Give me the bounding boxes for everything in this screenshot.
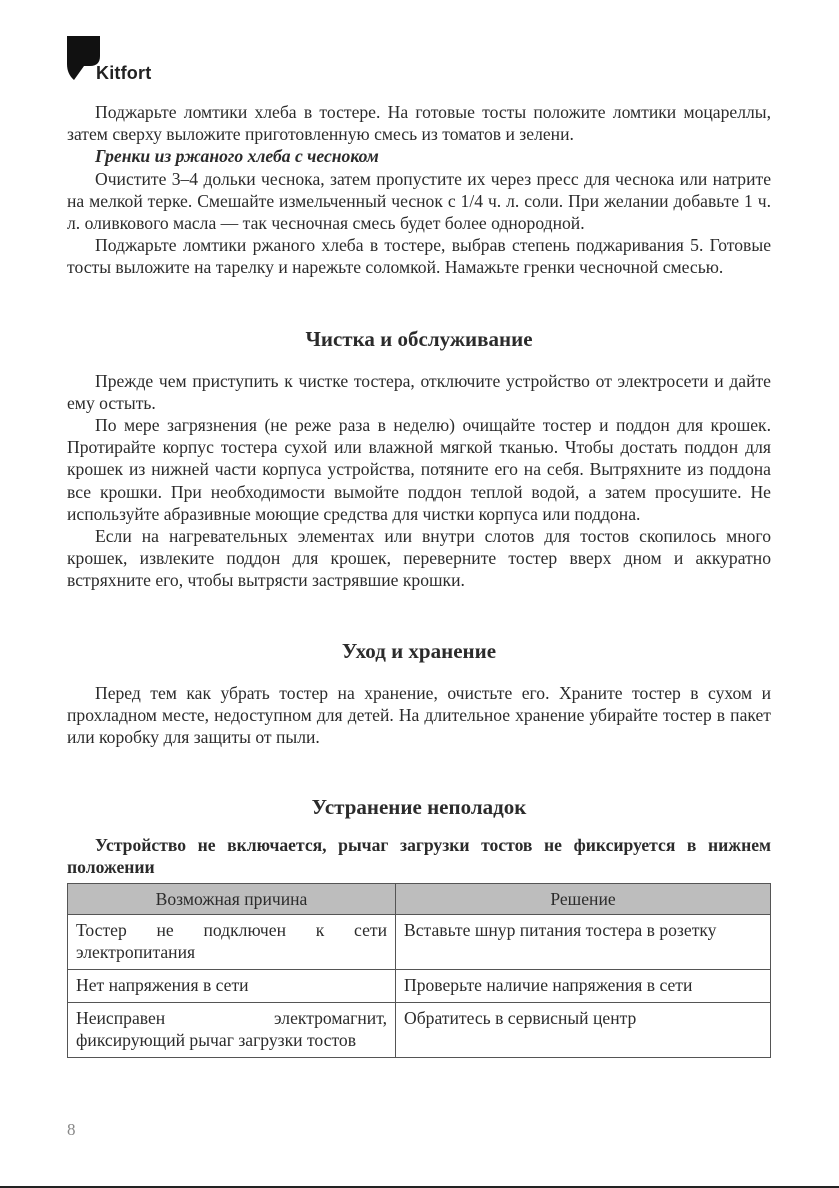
section-title-storage: Уход и хранение	[341, 638, 497, 663]
cause-cell: Нет напряжения в сети	[68, 969, 396, 1002]
cleaning-paragraph-1: Прежде чем приступить к чистке тостера, отключите устройство от электросети и дайте ему остыть.	[67, 370, 771, 413]
storage-paragraph-1: Перед тем как убрать тостер на хранение, очистьте его. Храните тостер в сухом и прохладном месте, недоступном для детей. На длительное хранение убирайте тостер в пакет или коробку для защиты от пыли.	[67, 682, 771, 748]
brand-name: Kitfort	[96, 63, 152, 83]
solution-cell: Проверьте наличие напряжения в сети	[396, 969, 771, 1002]
recipe-intro-paragraph: Поджарьте ломтики хлеба в тостере. На готовые тосты положите ломтики моцареллы, затем сверху выложите приготовленную смесь из томатов и зелени.	[67, 102, 771, 145]
table-row	[68, 914, 771, 969]
troubleshooting-table	[67, 883, 771, 1058]
header-cause: Возможная причина	[68, 883, 396, 914]
solution-cell: Обратитесь в сервисный центр	[396, 1002, 771, 1057]
problem-title: Устройство не включается, рычаг загрузки тостов не фиксируется в нижнем положении	[67, 835, 771, 878]
section-title-troubleshooting: Устранение неполадок	[311, 795, 527, 820]
cause-cell: Неисправен электромагнит, фиксирующий рычаг загрузки тостов	[68, 1002, 396, 1057]
page-content	[67, 101, 771, 1058]
cleaning-paragraph-2: По мере загрязнения (не реже раза в неделю) очищайте тостер и поддон для крошек. Протирайте корпус тостера сухой или влажной мягкой тканью. Чтобы достать поддон для крошек из нижней части корпуса устройства, потяните его на себя. Вытряхните из поддона все крошки. При необходимости вымойте поддон теплой водой, а затем просушите. Не используйте абразивные моющие средства для чистки корпуса или поддона.	[67, 415, 771, 524]
section-title-cleaning: Чистка и обслуживание	[305, 326, 533, 351]
recipe-paragraph-1: Очистите 3–4 дольки чеснока, затем пропустите их через пресс для чеснока или натрите на мелкой терке. Смешайте измельченный чеснок с 1/4 ч. л. соли. При желании добавьте 1 ч. л. оливкового масла — так чесночная смесь будет более однородной.	[67, 168, 771, 234]
cleaning-paragraph-3: Если на нагревательных элементах или внутри слотов для тостов скопилось много крошек, извлеките поддон для крошек, переверните тостер вверх дном и аккуратно встряхните его, чтобы вытрясти застрявшие крошки.	[67, 526, 771, 591]
solution-cell: Вставьте шнур питания тостера в розетку	[396, 914, 771, 969]
page-number: 8	[67, 1120, 76, 1139]
table-row	[68, 1002, 771, 1057]
table-header-row	[68, 883, 771, 914]
table-row	[68, 969, 771, 1002]
cause-cell: Тостер не подключен к сети электропитания	[68, 914, 396, 969]
header-solution: Решение	[396, 883, 771, 914]
recipe-paragraph-2: Поджарьте ломтики ржаного хлеба в тостере, выбрав степень поджаривания 5. Готовые тосты выложите на тарелку и нарежьте соломкой. Намажьте гренки чесночной смесью.	[67, 235, 771, 278]
recipe-title: Гренки из ржаного хлеба с чесноком	[95, 146, 379, 167]
